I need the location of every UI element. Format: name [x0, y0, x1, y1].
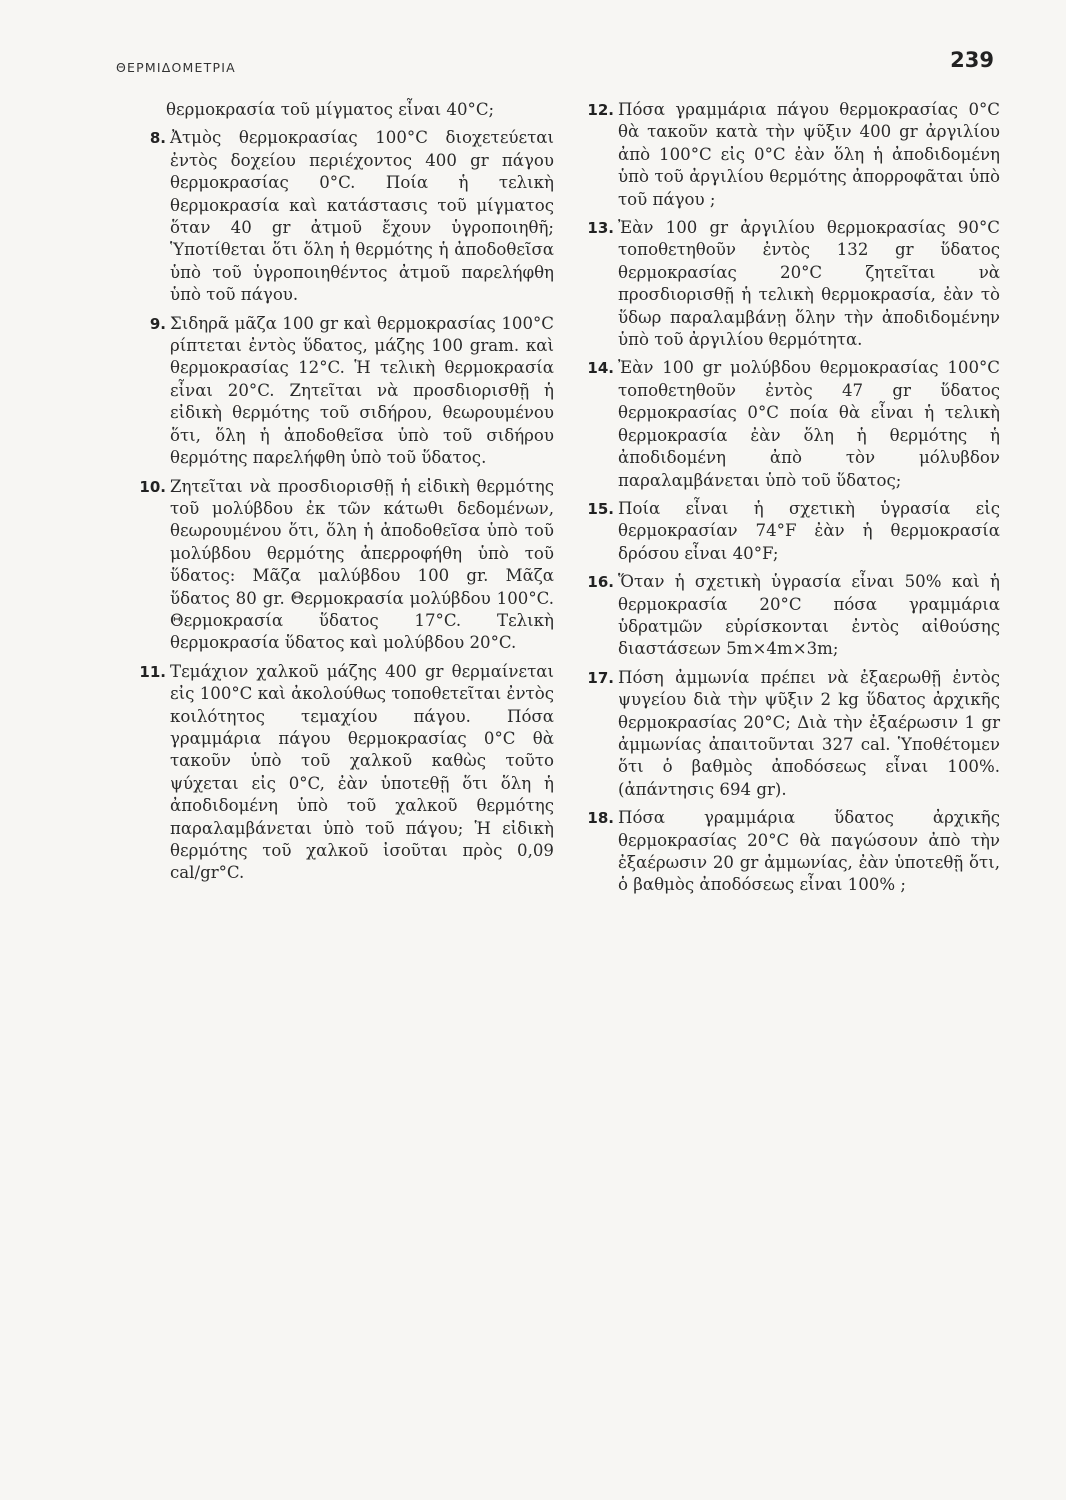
- problem-text: Τεμάχιον χαλκοῦ μάζης 400 gr θερμαίνεται εἰς 100°C καὶ ἀκολούθως τοποθετεῖται ἐντὸς κοιλότητος τεμαχίου πάγου. Πόσα γραμμάρια πάγου θερμοκρασίας 0°C θὰ τακοῦν ὑπὸ τοῦ χαλκοῦ καθὼς τοῦτο ψύχεται εἰς 0°C, ἐὰν ὑποτεθῇ ὅτι ὅλη ἡ ἀποδιδομένη ὑπὸ τοῦ χαλκοῦ θερμότης παραλαμβάνεται ὑπὸ τοῦ πάγου; Ἡ εἰδικὴ θερμότης τοῦ χαλκοῦ ἰσοῦται πρὸς 0,09 cal/gr°C.: [170, 661, 554, 883]
- problem-number: 16.: [587, 573, 614, 592]
- problem-number: 9.: [149, 314, 166, 333]
- problem-text: Πόσα γραμμάρια ὕδατος ἀρχικῆς θερμοκρασίας 20°C θὰ παγώσουν ἀπὸ τὴν ἐξαέρωσιν 20 gr ἀμμωνίας, ἐὰν ὑποτεθῇ ὅτι, ὁ βαθμὸς ἀποδόσεως εἶναι 100% ;: [618, 808, 1000, 895]
- problem-text: Ἐὰν 100 gr ἀργιλίου θερμοκρασίας 90°C τοποθετηθοῦν ἐντὸς 132 gr ὕδατος θερμοκρασίας 20°C ζητεῖται νὰ προσδιορισθῇ ἡ τελικὴ θερμοκρασία, ἐὰν τὸ ὕδωρ παραλαμβάνῃ ὅλην τὴν ἀποδιδομένην ὑπὸ τοῦ ἀργιλίου θερμότητα.: [618, 218, 1000, 350]
- problem-text: Ἀτμὸς θερμοκρασίας 100°C διοχετεύεται ἐντὸς δοχείου περιέχοντος 400 gr πάγου θερμοκρασίας 0°C. Ποία ἡ τελικὴ θερμοκρασία καὶ κατάστασις τοῦ μίγματος ὅταν 40 gr ἀτμοῦ ἔχουν ὑγροποιηθῆ; Ὑποτίθεται ὅτι ὅλη ἡ θερμότης ἡ ἀποδοθεῖσα ὑπὸ τοῦ ὑγροποιηθέντος ἀτμοῦ παρελήφθη ὑπὸ τοῦ πάγου.: [170, 128, 554, 305]
- problem-8: [120, 127, 554, 306]
- problem-11: [120, 661, 554, 885]
- right-column: [568, 99, 1000, 897]
- problem-text: Ὅταν ἡ σχετικὴ ὑγρασία εἶναι 50% καὶ ἡ θερμοκρασία 20°C πόσα γραμμάρια ὑδρατμῶν εὑρίσκονται ἐντὸς αἰθούσης διαστάσεων 5m×4m×3m;: [618, 572, 1000, 659]
- problem-number: 12.: [587, 101, 614, 119]
- problem-17: [568, 667, 1000, 801]
- problem-number: 17.: [587, 668, 614, 687]
- problem-text: Πόσα γραμμάρια πάγου θερμοκρασίας 0°C θὰ τακοῦν κατὰ τὴν ψῦξιν 400 gr ἀργιλίου ἀπὸ 100°C εἰς 0°C ἐὰν ὅλη ἡ ἀποδιδομένη ὑπὸ τοῦ ἀργιλίου θερμότης ἀπορροφᾶται ὑπὸ τοῦ πάγου ;: [618, 100, 1000, 209]
- problem-number: 18.: [587, 809, 614, 828]
- problem-number: 15.: [587, 499, 614, 518]
- page-header: [116, 48, 994, 84]
- problem-14: [568, 357, 1000, 491]
- problem-10: [120, 476, 554, 655]
- problem-text: Πόση ἀμμωνία πρέπει νὰ ἐξαερωθῇ ἐντὸς ψυγείου διὰ τὴν ψῦξιν 2 kg ὕδατος ἀρχικῆς θερμοκρασίας 20°C; Διὰ τὴν ἐξαέρωσιν 1 gr ἀμμωνίας ἀπαιτοῦνται 327 cal. Ὑποθέτομεν ὅτι ὁ βαθμὸς ἀποδόσεως εἶναι 100%. (ἀπάντησις 694 gr).: [618, 667, 1000, 799]
- problem-number: 14.: [587, 359, 614, 378]
- left-column: [120, 99, 554, 885]
- problem-15: [568, 498, 1000, 565]
- problem-number: 10.: [139, 477, 166, 496]
- problem-text: Ποία εἶναι ἡ σχετικὴ ὑγρασία εἰς θερμοκρασίαν 74°F ἐὰν ἡ θερμοκρασία δρόσου εἶναι 40°F;: [618, 498, 1000, 563]
- problem-18: [568, 807, 1000, 897]
- problem-number: 11.: [139, 662, 166, 681]
- problem-16: [568, 571, 1000, 661]
- problem-text: Ἐὰν 100 gr μολύβδου θερμοκρασίας 100°C τοποθετηθοῦν ἐντὸς 47 gr ὕδατος θερμοκρασίας 0°C ποία θὰ εἶναι ἡ τελικὴ θερμοκρασία ἐὰν ὅλη ἡ θερμότης ἡ ἀποδιδομένη ἀπὸ τὸν μόλυβδον παραλαμβάνεται ὑπὸ τοῦ ὕδατος;: [618, 358, 1000, 490]
- running-head: ΘΕΡΜΙΔΟΜΕΤΡΙΑ: [116, 60, 236, 75]
- problem-number: 13.: [587, 219, 614, 238]
- problem-13: [568, 217, 1000, 351]
- problem-number: 8.: [149, 129, 166, 148]
- page-number: 239: [950, 48, 994, 72]
- problem-9: [120, 313, 554, 470]
- problem-12: [568, 99, 1000, 211]
- problem-text: Σιδηρᾶ μᾶζα 100 gr καὶ θερμοκρασίας 100°C ρίπτεται ἐντὸς ὕδατος, μάζης 100 gram. καὶ θερμοκρασίας 12°C. Ἡ τελικὴ θερμοκρασία εἶναι 20°C. Ζητεῖται νὰ προσδιορισθῇ ἡ εἰδικὴ θερμότης τοῦ σιδήρου, θεωρουμένου ὅτι, ὅλη ἡ ἀποδοθεῖσα ὑπὸ τοῦ σιδήρου θερμότης παρελήφθη ὑπὸ τοῦ ὕδατος.: [170, 313, 554, 468]
- continued-text: θερμοκρασία τοῦ μίγματος εἶναι 40°C;: [166, 100, 495, 119]
- problem-text: Ζητεῖται νὰ προσδιορισθῇ ἡ εἰδικὴ θερμότης τοῦ μολύβδου ἐκ τῶν κάτωθι δεδομένων, θεωρουμένου ὅτι, ὅλη ἡ ἀποδοθεῖσα ὑπὸ τοῦ μολύβδου θερμότης ἀπερροφήθη ὑπὸ τοῦ ὕδατος: Μᾶζα μαλύβδου 100 gr. Μᾶζα ὕδατος 80 gr. Θερμοκρασία μολύβδου 100°C. Θερμοκρασία ὕδατος 17°C. Τελικὴ θερμοκρασία ὕδατος καὶ μολύβδου 20°C.: [170, 476, 554, 653]
